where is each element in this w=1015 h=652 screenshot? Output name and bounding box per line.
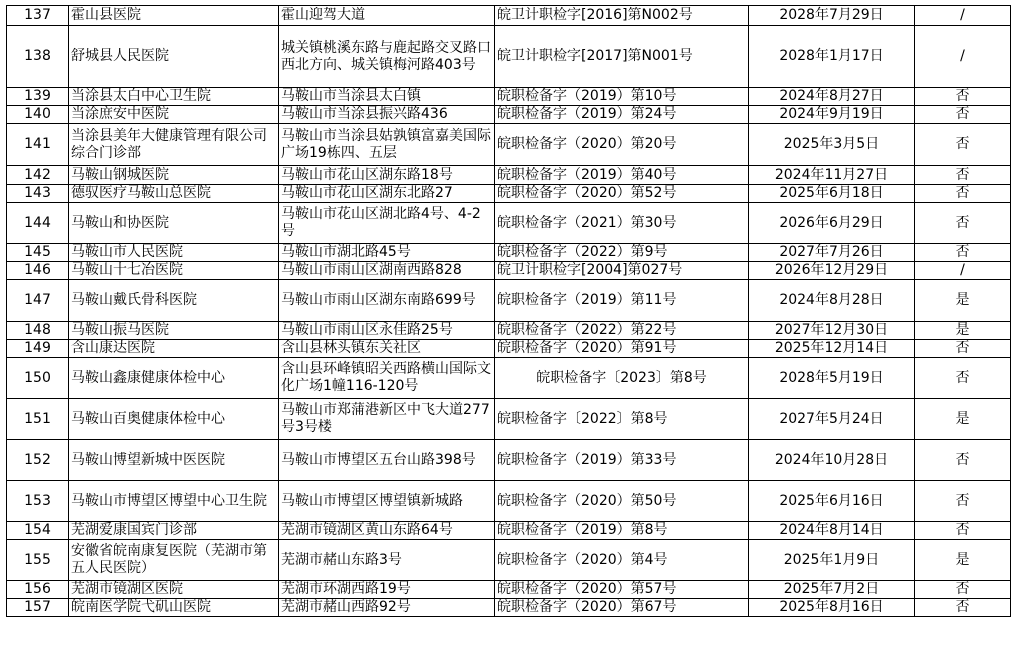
table-row [7, 581, 1011, 599]
status-flag: 否 [915, 481, 1011, 522]
row-number: 146 [7, 262, 69, 280]
table-row [7, 481, 1011, 522]
certificate-number: 皖职检备字（2020）第52号 [495, 185, 749, 203]
expiry-date: 2025年12月14日 [749, 340, 915, 358]
institution-name: 马鞍山戴氏骨科医院 [69, 280, 279, 322]
institution-address: 马鞍山市博望区五台山路398号 [279, 440, 495, 481]
row-number: 147 [7, 280, 69, 322]
certificate-number: 皖卫计职检字[2017]第N001号 [495, 26, 749, 88]
status-flag: 否 [915, 166, 1011, 185]
certificate-number: 皖职检备字（2019）第8号 [495, 522, 749, 540]
expiry-date: 2028年7月29日 [749, 6, 915, 26]
status-flag: 否 [915, 599, 1011, 617]
table-row [7, 599, 1011, 617]
row-number: 148 [7, 322, 69, 340]
row-number: 150 [7, 358, 69, 399]
expiry-date: 2027年12月30日 [749, 322, 915, 340]
institution-name: 德驭医疗马鞍山总医院 [69, 185, 279, 203]
status-flag: 是 [915, 540, 1011, 581]
institution-table [6, 5, 1011, 617]
table-row [7, 88, 1011, 106]
table-row [7, 244, 1011, 262]
institution-name: 马鞍山和协医院 [69, 203, 279, 244]
table-row [7, 322, 1011, 340]
expiry-date: 2028年1月17日 [749, 26, 915, 88]
status-flag: 否 [915, 244, 1011, 262]
institution-name: 马鞍山钢城医院 [69, 166, 279, 185]
institution-name: 含山康达医院 [69, 340, 279, 358]
row-number: 151 [7, 399, 69, 440]
status-flag: 否 [915, 358, 1011, 399]
expiry-date: 2025年8月16日 [749, 599, 915, 617]
institution-address: 马鞍山市当涂县振兴路436 [279, 106, 495, 124]
table-row [7, 26, 1011, 88]
institution-address: 芜湖市赭山东路3号 [279, 540, 495, 581]
row-number: 144 [7, 203, 69, 244]
row-number: 156 [7, 581, 69, 599]
row-number: 137 [7, 6, 69, 26]
status-flag: 否 [915, 88, 1011, 106]
row-number: 154 [7, 522, 69, 540]
row-number: 155 [7, 540, 69, 581]
institution-name: 马鞍山百奥健康体检中心 [69, 399, 279, 440]
certificate-number: 皖职检备字（2020）第50号 [495, 481, 749, 522]
certificate-number: 皖职检备字（2019）第10号 [495, 88, 749, 106]
institution-address: 马鞍山市湖北路45号 [279, 244, 495, 262]
row-number: 153 [7, 481, 69, 522]
institution-name: 当涂县美年大健康管理有限公司综合门诊部 [69, 124, 279, 166]
institution-address: 霍山迎驾大道 [279, 6, 495, 26]
row-number: 139 [7, 88, 69, 106]
institution-name: 芜湖爱康国宾门诊部 [69, 522, 279, 540]
row-number: 140 [7, 106, 69, 124]
institution-name: 舒城县人民医院 [69, 26, 279, 88]
row-number: 143 [7, 185, 69, 203]
status-flag: 否 [915, 124, 1011, 166]
institution-address: 马鞍山市雨山区永佳路25号 [279, 322, 495, 340]
expiry-date: 2024年10月28日 [749, 440, 915, 481]
table-row [7, 522, 1011, 540]
institution-address: 马鞍山市郑蒲港新区中飞大道277号3号楼 [279, 399, 495, 440]
status-flag: 否 [915, 581, 1011, 599]
certificate-number: 皖职检备字（2020）第20号 [495, 124, 749, 166]
institution-name: 马鞍山十七冶医院 [69, 262, 279, 280]
table-row [7, 280, 1011, 322]
expiry-date: 2026年6月29日 [749, 203, 915, 244]
expiry-date: 2024年8月28日 [749, 280, 915, 322]
table-row [7, 540, 1011, 581]
expiry-date: 2025年6月18日 [749, 185, 915, 203]
expiry-date: 2026年12月29日 [749, 262, 915, 280]
row-number: 142 [7, 166, 69, 185]
table-row [7, 6, 1011, 26]
row-number: 141 [7, 124, 69, 166]
institution-name: 安徽省皖南康复医院（芜湖市第五人民医院） [69, 540, 279, 581]
certificate-number: 皖职检备字（2022）第9号 [495, 244, 749, 262]
institution-address: 马鞍山市当涂县太白镇 [279, 88, 495, 106]
institution-address: 马鞍山市雨山区湖东南路699号 [279, 280, 495, 322]
row-number: 138 [7, 26, 69, 88]
status-flag: / [915, 262, 1011, 280]
certificate-number: 皖职检备字（2020）第57号 [495, 581, 749, 599]
institution-name: 马鞍山市人民医院 [69, 244, 279, 262]
expiry-date: 2027年5月24日 [749, 399, 915, 440]
institution-address: 马鞍山市花山区湖东北路27 [279, 185, 495, 203]
row-number: 152 [7, 440, 69, 481]
row-number: 149 [7, 340, 69, 358]
certificate-number: 皖卫计职检字[2016]第N002号 [495, 6, 749, 26]
table-row [7, 358, 1011, 399]
status-flag: 否 [915, 185, 1011, 203]
certificate-number: 皖职检备字〔2022〕第8号 [495, 399, 749, 440]
status-flag: 否 [915, 203, 1011, 244]
expiry-date: 2025年1月9日 [749, 540, 915, 581]
institution-address: 马鞍山市花山区湖东路18号 [279, 166, 495, 185]
expiry-date: 2025年6月16日 [749, 481, 915, 522]
institution-address: 含山县环峰镇昭关西路横山国际文化广场1幢116-120号 [279, 358, 495, 399]
institution-name: 马鞍山鑫康健康体检中心 [69, 358, 279, 399]
expiry-date: 2025年7月2日 [749, 581, 915, 599]
certificate-number: 皖职检备字（2022）第22号 [495, 322, 749, 340]
status-flag: / [915, 6, 1011, 26]
certificate-number: 皖职检备字（2020）第4号 [495, 540, 749, 581]
institution-address: 马鞍山市当涂县姑孰镇富嘉美国际广场19栋四、五层 [279, 124, 495, 166]
expiry-date: 2024年9月19日 [749, 106, 915, 124]
table-row [7, 124, 1011, 166]
institution-name: 当涂县太白中心卫生院 [69, 88, 279, 106]
institution-name: 皖南医学院弋矶山医院 [69, 599, 279, 617]
row-number: 157 [7, 599, 69, 617]
certificate-number: 皖职检备字〔2023〕第8号 [495, 358, 749, 399]
table-row [7, 262, 1011, 280]
expiry-date: 2027年7月26日 [749, 244, 915, 262]
expiry-date: 2028年5月19日 [749, 358, 915, 399]
certificate-number: 皖职检备字（2020）第91号 [495, 340, 749, 358]
status-flag: 是 [915, 399, 1011, 440]
status-flag: 否 [915, 340, 1011, 358]
expiry-date: 2024年8月14日 [749, 522, 915, 540]
certificate-number: 皖职检备字（2019）第33号 [495, 440, 749, 481]
status-flag: 是 [915, 322, 1011, 340]
table-body [7, 6, 1011, 617]
certificate-number: 皖职检备字（2020）第67号 [495, 599, 749, 617]
status-flag: 否 [915, 106, 1011, 124]
table-row [7, 440, 1011, 481]
table-row [7, 340, 1011, 358]
institution-address: 马鞍山市博望区博望镇新城路 [279, 481, 495, 522]
institution-address: 芜湖市镜湖区黄山东路64号 [279, 522, 495, 540]
certificate-number: 皖职检备字（2019）第24号 [495, 106, 749, 124]
institution-name: 芜湖市镜湖区医院 [69, 581, 279, 599]
institution-name: 当涂庶安中医院 [69, 106, 279, 124]
institution-address: 城关镇桃溪东路与鹿起路交叉路口西北方向、城关镇梅河路403号 [279, 26, 495, 88]
table-row [7, 166, 1011, 185]
table-row [7, 106, 1011, 124]
institution-address: 芜湖市赭山西路92号 [279, 599, 495, 617]
institution-address: 芜湖市环湖西路19号 [279, 581, 495, 599]
institution-address: 马鞍山市雨山区湖南西路828 [279, 262, 495, 280]
institution-name: 马鞍山振马医院 [69, 322, 279, 340]
certificate-number: 皖职检备字（2021）第30号 [495, 203, 749, 244]
institution-address: 马鞍山市花山区湖北路4号、4-2号 [279, 203, 495, 244]
status-flag: 否 [915, 522, 1011, 540]
expiry-date: 2024年11月27日 [749, 166, 915, 185]
row-number: 145 [7, 244, 69, 262]
expiry-date: 2025年3月5日 [749, 124, 915, 166]
certificate-number: 皖职检备字（2019）第11号 [495, 280, 749, 322]
table-row [7, 399, 1011, 440]
expiry-date: 2024年8月27日 [749, 88, 915, 106]
certificate-number: 皖卫计职检字[2004]第027号 [495, 262, 749, 280]
institution-name: 霍山县医院 [69, 6, 279, 26]
status-flag: 是 [915, 280, 1011, 322]
table-row [7, 203, 1011, 244]
status-flag: / [915, 26, 1011, 88]
institution-name: 马鞍山市博望区博望中心卫生院 [69, 481, 279, 522]
institution-name: 马鞍山博望新城中医医院 [69, 440, 279, 481]
institution-address: 含山县林头镇东关社区 [279, 340, 495, 358]
table-row [7, 185, 1011, 203]
certificate-number: 皖职检备字（2019）第40号 [495, 166, 749, 185]
status-flag: 否 [915, 440, 1011, 481]
